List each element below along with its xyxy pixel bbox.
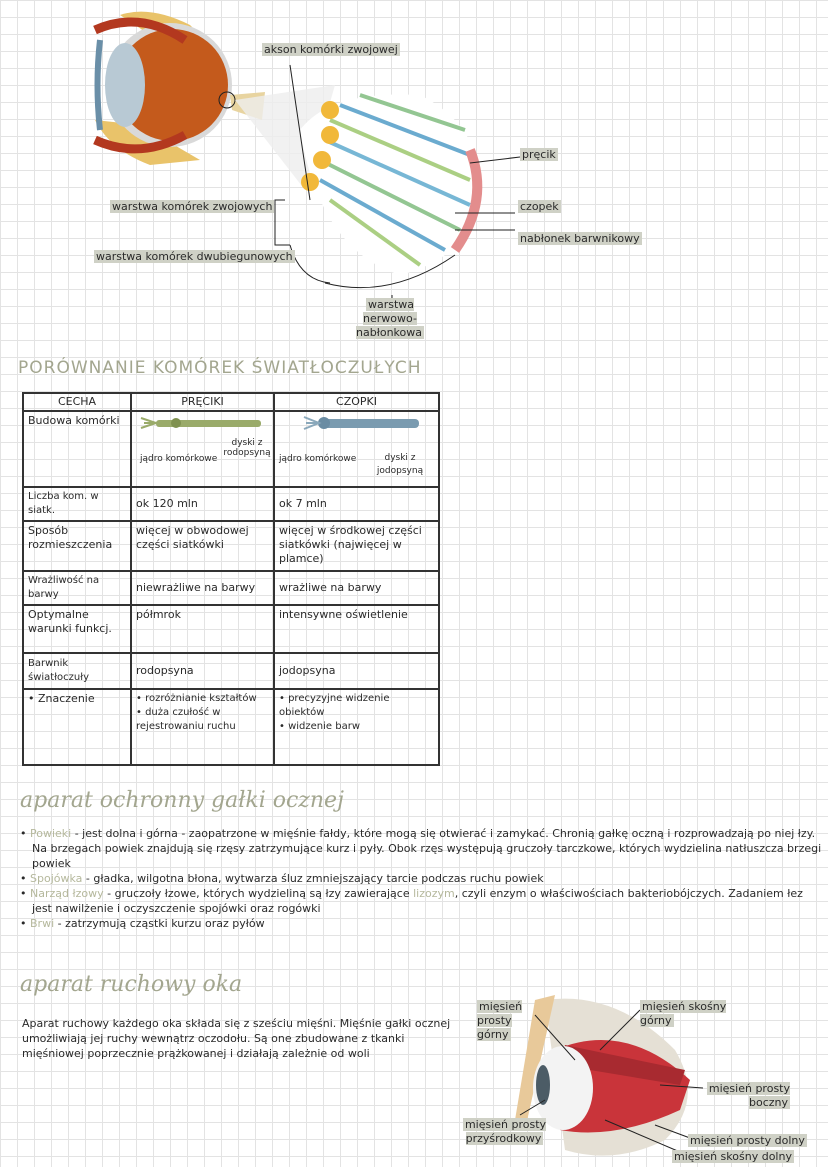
label-bipolar: warstwa komórek dwubiegunowych — [96, 250, 293, 263]
list-item: • duża czułość w rejestrowaniu ruchu — [136, 707, 236, 732]
feature-cell: Budowa komórki — [23, 411, 131, 487]
cone-cell-icon — [279, 414, 429, 434]
list-item: • Spojówka - gładka, wilgotna błona, wytwarza śluz zmniejszający tarcie podczas ruchu powiek — [20, 872, 544, 885]
table-row: Optymalne warunki funkcj. półmrok intensywne oświetlenie — [23, 605, 439, 653]
label-sup-rect: mięsień prosty górny — [477, 1000, 523, 1041]
label-pigment: nabłonek barwnikowy — [520, 232, 640, 245]
list-item: • rozróżnianie kształtów — [136, 693, 257, 704]
list-item: • Powieki - jest dolna i górna - zaopatrzone w mięśnie fałdy, które mogą się otwierać i zamykać. Chronią gałkę oczną i rozprowadzają po niej łzy. Na brzegach powiek znajdują się rzęsy zatrzymujące kurz i pyły. Obok rzęs występują gruczoły tarczkowe, których wydzielina natłuszcza brzegi powiek — [20, 827, 822, 870]
label-lat-rect: mięsień prosty boczny — [708, 1082, 790, 1109]
label-sup-obl: mięsień skośny górny — [640, 1000, 727, 1027]
table-row: Barwnik światłoczuły rodopsyna jodopsyna — [23, 653, 439, 689]
label-cone: czopek — [520, 200, 559, 213]
label-axon: akson komórki zwojowej — [264, 43, 398, 56]
retina-fan — [300, 94, 481, 275]
cone-structure: jądro komórkowe dyski z jodopsyną — [274, 411, 439, 487]
label-neuro: warstwa nerwowo-nabłonkowa — [356, 298, 422, 339]
protective-list — [20, 826, 825, 931]
label-ganglion: warstwa komórek zwojowych — [112, 200, 273, 213]
list-item: • Narząd łzowy - gruczoły łzowe, których wydzieliną są łzy zawierające lizozym, czyli enzym o właściwościach bakteriobójczych. Zadaniem łez jest nawilżenie i oczyszczenie spojówki oraz rogówki — [20, 887, 803, 915]
header-feature: CECHA — [23, 393, 131, 411]
table-row: • Znaczenie • rozróżnianie kształtów • duża czułość w rejestrowaniu ruchu • precyzyjne widzenie obiektów • widzenie barw — [23, 689, 439, 765]
header-cones: CZOPKI — [274, 393, 439, 411]
list-item: • widzenie barw — [279, 721, 360, 732]
label-inf-rect: mięsień prosty dolny — [690, 1134, 805, 1147]
table-row: Wrażliwość na barwy niewrażliwe na barwy wrażliwe na barwy — [23, 571, 439, 605]
label-inf-obl: mięsień skośny dolny — [674, 1150, 792, 1163]
rod-structure: jądro komórkowe dyski z rodopsyną — [131, 411, 274, 487]
comparison-table — [22, 392, 440, 766]
motor-title: aparat ruchowy oka — [20, 972, 243, 997]
rod-cell-icon — [136, 414, 266, 434]
header-rods: PRĘCIKI — [131, 393, 274, 411]
motor-text: Aparat ruchowy każdego oka składa się z sześciu mięśni. Mięśnie gałki ocznej umożliwiają jej ruchy wewnątrz oczodołu. Są one zbudowane z tkanki mięśniowej poprzecznie prążkowanej i działają zależnie od woli — [22, 1017, 451, 1060]
label-med-rect: mięsień prosty przyśrodkowy — [464, 1118, 547, 1145]
protective-title: aparat ochronny gałki ocznej — [20, 788, 344, 813]
eyeball-illustration — [95, 12, 335, 190]
table-row: Liczba kom. w siatk. ok 120 mln ok 7 mln — [23, 487, 439, 521]
table-row: Sposób rozmieszczenia więcej w obwodowej części siatkówki więcej w środkowej części siatkówki (najwięcej w plamce) — [23, 521, 439, 571]
list-item: • Brwi - zatrzymują cząstki kurzu oraz pyłów — [20, 917, 265, 930]
comparison-title: PORÓWNANIE KOMÓREK ŚWIATŁOCZUŁYCH — [18, 358, 422, 378]
list-item: • precyzyjne widzenie obiektów — [279, 693, 390, 718]
label-rod: pręcik — [522, 148, 556, 161]
